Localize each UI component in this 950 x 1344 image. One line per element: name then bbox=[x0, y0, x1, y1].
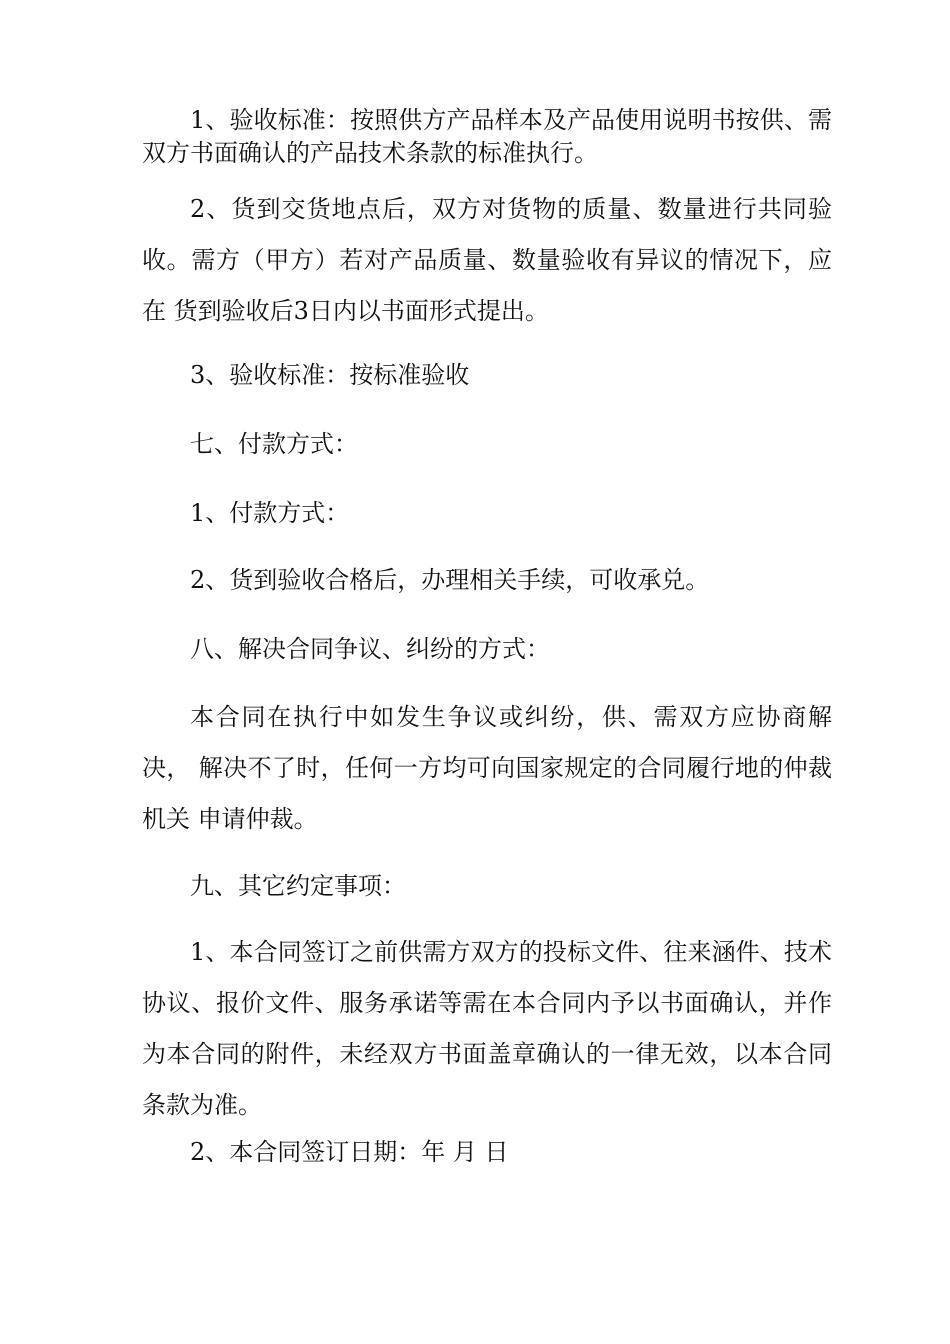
paragraph-delivery-inspection: 2、货到交货地点后，双方对货物的质量、数量进行共同验收。需方（甲方）若对产品质量、数量验收有异议的情况下，应在 货到验收后3日内以书面形式提出。 bbox=[142, 195, 832, 325]
paragraph-acceptance-standard-3: 3、验收标准：按标准验收 bbox=[190, 361, 470, 389]
heading-other-terms: 九、其它约定事项： bbox=[190, 872, 406, 900]
paragraph-signing-date: 2、本合同签订日期：年 月 日 bbox=[190, 1138, 509, 1166]
heading-payment-method: 七、付款方式： bbox=[190, 430, 358, 458]
heading-dispute-resolution: 八、解决合同争议、纠纷的方式： bbox=[190, 635, 550, 663]
paragraph-other-terms-1: 1、本合同签订之前供需方双方的投标文件、往来涵件、技术协议、报价文件、服务承诺等需在本合同内予以书面确认，并作为本合同的附件，未经双方书面盖章确认的一律无效，以本合同条款为准。 bbox=[142, 938, 832, 1119]
paragraph-payment-method-1: 1、付款方式： bbox=[190, 499, 350, 527]
paragraph-payment-method-2: 2、货到验收合格后，办理相关手续，可收承兑。 bbox=[190, 566, 710, 594]
paragraph-acceptance-standard-1: 1、验收标准：按照供方产品样本及产品使用说明书按供、需双方书面确认的产品技术条款的标准执行。 bbox=[142, 106, 832, 167]
paragraph-dispute-resolution: 本合同在执行中如发生争议或纠纷，供、需双方应协商解决， 解决不了时，任何一方均可向国家规定的合同履行地的仲裁机关 申请仲裁。 bbox=[142, 703, 832, 833]
